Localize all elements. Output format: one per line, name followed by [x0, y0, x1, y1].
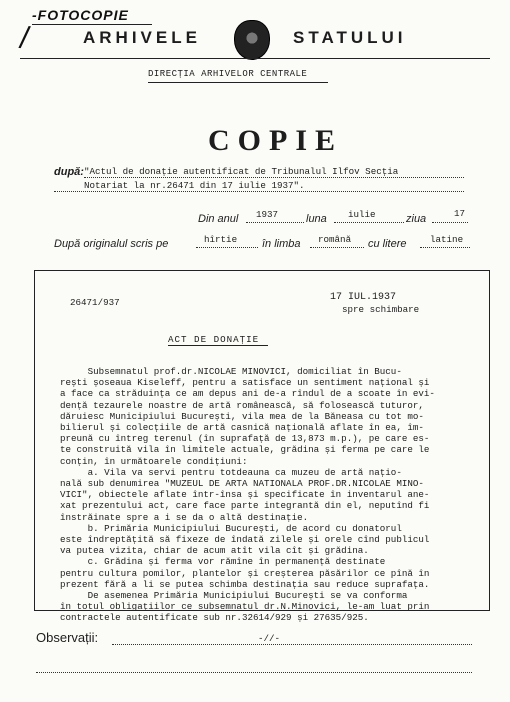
letters-label: cu litere: [368, 238, 407, 250]
handwritten-note: -FOTOCOPIE: [32, 7, 129, 23]
day-underline: [432, 222, 468, 223]
letters-value: latine: [430, 234, 464, 245]
document-heading-underline: [168, 345, 268, 346]
language-underline: [310, 247, 364, 248]
body-line: va putea vizita, chiar de acum atît vila cît și grădina.: [60, 545, 369, 557]
month-label: luna: [306, 213, 327, 225]
document-body: [60, 366, 480, 624]
body-line: b. Primăria Municipiului București, de acord cu donatorul: [60, 522, 402, 534]
body-line: prezent fără a li se putea schimba destinația sau reduce suprafața.: [60, 578, 430, 590]
body-line: preună cu întreg terenul (în suprafață de 13,873 m.p.), pe care es-: [60, 433, 430, 445]
handwritten-underline: [32, 24, 152, 25]
copy-of-underline-2: [54, 191, 464, 192]
directorate-underline: [148, 82, 328, 83]
document-note: spre schimbare: [342, 304, 420, 315]
coat-of-arms-emblem-icon: [234, 20, 270, 60]
copy-of-line-2: Notariat la nr.26471 din 17 iulie 1937".: [84, 180, 305, 191]
body-line: c. Grădina și ferma vor rămîne în permanență destinate: [60, 556, 386, 568]
original-written-label: După originalul scris pe: [54, 238, 169, 250]
body-line: bilierul și colecțiile de artă casnică națională aflate în ea, îm-: [60, 422, 424, 434]
year-value: 1937: [256, 209, 279, 220]
observations-line-2: [36, 672, 472, 673]
body-line: rești șoseaua Kiseleff, pentru a satisface un sentiment național și: [60, 377, 430, 389]
body-line: contractele autentificate sub nr.32614/929 și 27635/925.: [60, 612, 369, 624]
day-label: ziua: [406, 213, 427, 225]
closing-mark: -//-: [258, 633, 281, 644]
body-line: Subsemnatul prof.dr.NICOLAE MINOVICI, domiciliat în Bucu-: [60, 366, 402, 377]
material-value: hîrtie: [204, 234, 238, 245]
body-line: a. Vila va servi pentru totdeauna ca muzeu de artă națio-: [60, 466, 402, 478]
body-line: în totul obligațiilor ce subsemnatul dr.N.Minovici, le-am luat prin: [60, 601, 430, 613]
directorate-name: DIRECȚIA ARHIVELOR CENTRALE: [148, 69, 308, 79]
month-underline: [334, 222, 404, 223]
body-line: pentru cultura pomilor, plantelor și creșterea păsărilor ce pînă în: [60, 567, 430, 579]
body-line: De asemenea Primăria Municipiului București se va conforma: [60, 590, 408, 602]
document-number: 26471/937: [70, 297, 120, 308]
body-line: conțin, în următoarele condițiuni:: [60, 455, 248, 467]
observations-underline: [112, 644, 472, 645]
language-label: în limba: [262, 238, 301, 250]
document-heading: ACT DE DONAȚIE: [168, 334, 260, 345]
header-rule: [20, 58, 490, 59]
language-value: română: [318, 234, 352, 245]
document-date: 17 IUL.1937: [330, 292, 397, 303]
year-label: Din anul: [198, 213, 239, 225]
copy-of-underline-1: [84, 177, 464, 178]
box-bottom-rule: [34, 610, 489, 611]
body-line: dăruiesc Municipiului București, vila mea de la Băneasa cu tot mo-: [60, 410, 424, 422]
body-line: dență tezaurele noastre de artă românească, să folosească tuturor,: [60, 399, 424, 411]
observations-label: Observații:: [36, 630, 99, 645]
body-line: înstrăinate spre a i se da o altă destinație.: [60, 511, 309, 523]
year-underline: [246, 222, 304, 223]
material-underline: [196, 247, 258, 248]
body-line: este îndreptățită să fixeze de îndată zilele și orele cînd publicul: [60, 534, 430, 546]
header-left-word: ARHIVELE: [83, 28, 201, 47]
letters-underline: [420, 247, 470, 248]
body-line: a face ca străduința ce am depus ani de-a rîndul de a scoate în evi-: [60, 388, 435, 400]
page-title: COPIE: [208, 124, 344, 157]
body-line: xat prezentului act, care face parte integrantă din el, neputînd fi: [60, 500, 430, 512]
copy-of-label: după:: [54, 166, 84, 178]
month-value: iulie: [348, 209, 376, 220]
header-right-word: STATULUI: [293, 28, 407, 47]
copy-of-line-1: "Actul de donație autentificat de Tribunalul Ilfov Secția: [84, 166, 399, 177]
body-line: te construită vila în limitele actuale, grădina și ferma pe care le: [60, 444, 430, 456]
pen-slash-mark: /: [17, 19, 32, 54]
day-value: 17: [454, 208, 466, 219]
body-line: VICI", obiectele aflate într-însa și specificate în inventarul ane-: [60, 489, 430, 501]
body-line: nală sub denumirea "MUZEUL DE ARTA NATIONALA PROF.DR.NICOLAE MINO-: [60, 478, 424, 490]
